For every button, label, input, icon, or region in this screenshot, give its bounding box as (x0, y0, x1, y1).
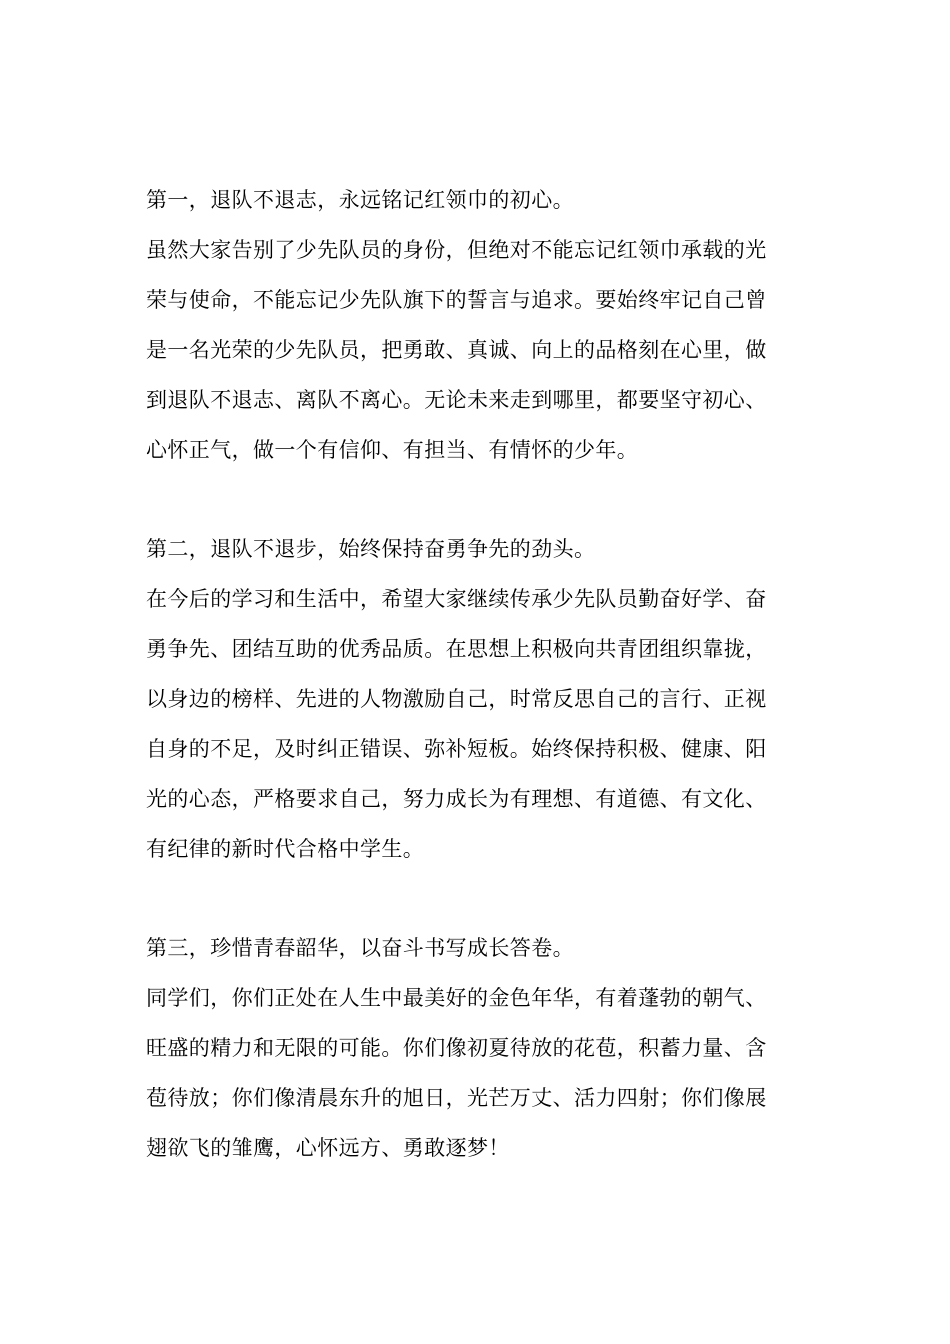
section-2-line-5: 光的心态，严格要求自己，努力成长为有理想、有道德、有文化、 (146, 787, 767, 811)
section-2-line-2: 勇争先、团结互助的优秀品质。在思想上积极向共青团组织靠拢， (146, 637, 767, 661)
section-1-line-3: 是一名光荣的少先队员，把勇敢、真诚、向上的品格刻在心里，做 (146, 338, 767, 362)
section-3-line-2: 旺盛的精力和无限的可能。你们像初夏待放的花苞，积蓄力量、含 (146, 1036, 767, 1060)
section-2-line-6: 有纪律的新时代合格中学生。 (146, 837, 425, 861)
section-2-line-4: 自身的不足，及时纠正错误、弥补短板。始终保持积极、健康、阳 (146, 737, 767, 761)
section-3-line-1: 同学们，你们正处在人生中最美好的金色年华，有着蓬勃的朝气、 (146, 986, 767, 1010)
section-1-heading: 第一，退队不退志，永远铭记红领巾的初心。 (146, 188, 574, 212)
section-1-line-5: 心怀正气，做一个有信仰、有担当、有情怀的少年。 (146, 438, 639, 462)
section-3-heading: 第三，珍惜青春韶华，以奋斗书写成长答卷。 (146, 936, 574, 960)
section-2-heading: 第二，退队不退步，始终保持奋勇争先的劲头。 (146, 537, 596, 561)
section-1-line-2: 荣与使命，不能忘记少先队旗下的誓言与追求。要始终牢记自己曾 (146, 288, 767, 312)
section-3-line-4: 翅欲飞的雏鹰，心怀远方、勇敢逐梦！ (146, 1136, 510, 1160)
section-1-line-1: 虽然大家告别了少先队员的身份，但绝对不能忘记红领巾承载的光 (146, 238, 767, 262)
section-2-line-3: 以身边的榜样、先进的人物激励自己，时常反思自己的言行、正视 (146, 687, 767, 711)
section-1-line-4: 到退队不退志、离队不离心。无论未来走到哪里，都要坚守初心、 (146, 388, 767, 412)
section-3-line-3: 苞待放；你们像清晨东升的旭日，光芒万丈、活力四射；你们像展 (146, 1086, 767, 1110)
section-2-line-1: 在今后的学习和生活中，希望大家继续传承少先队员勤奋好学、奋 (146, 587, 767, 611)
